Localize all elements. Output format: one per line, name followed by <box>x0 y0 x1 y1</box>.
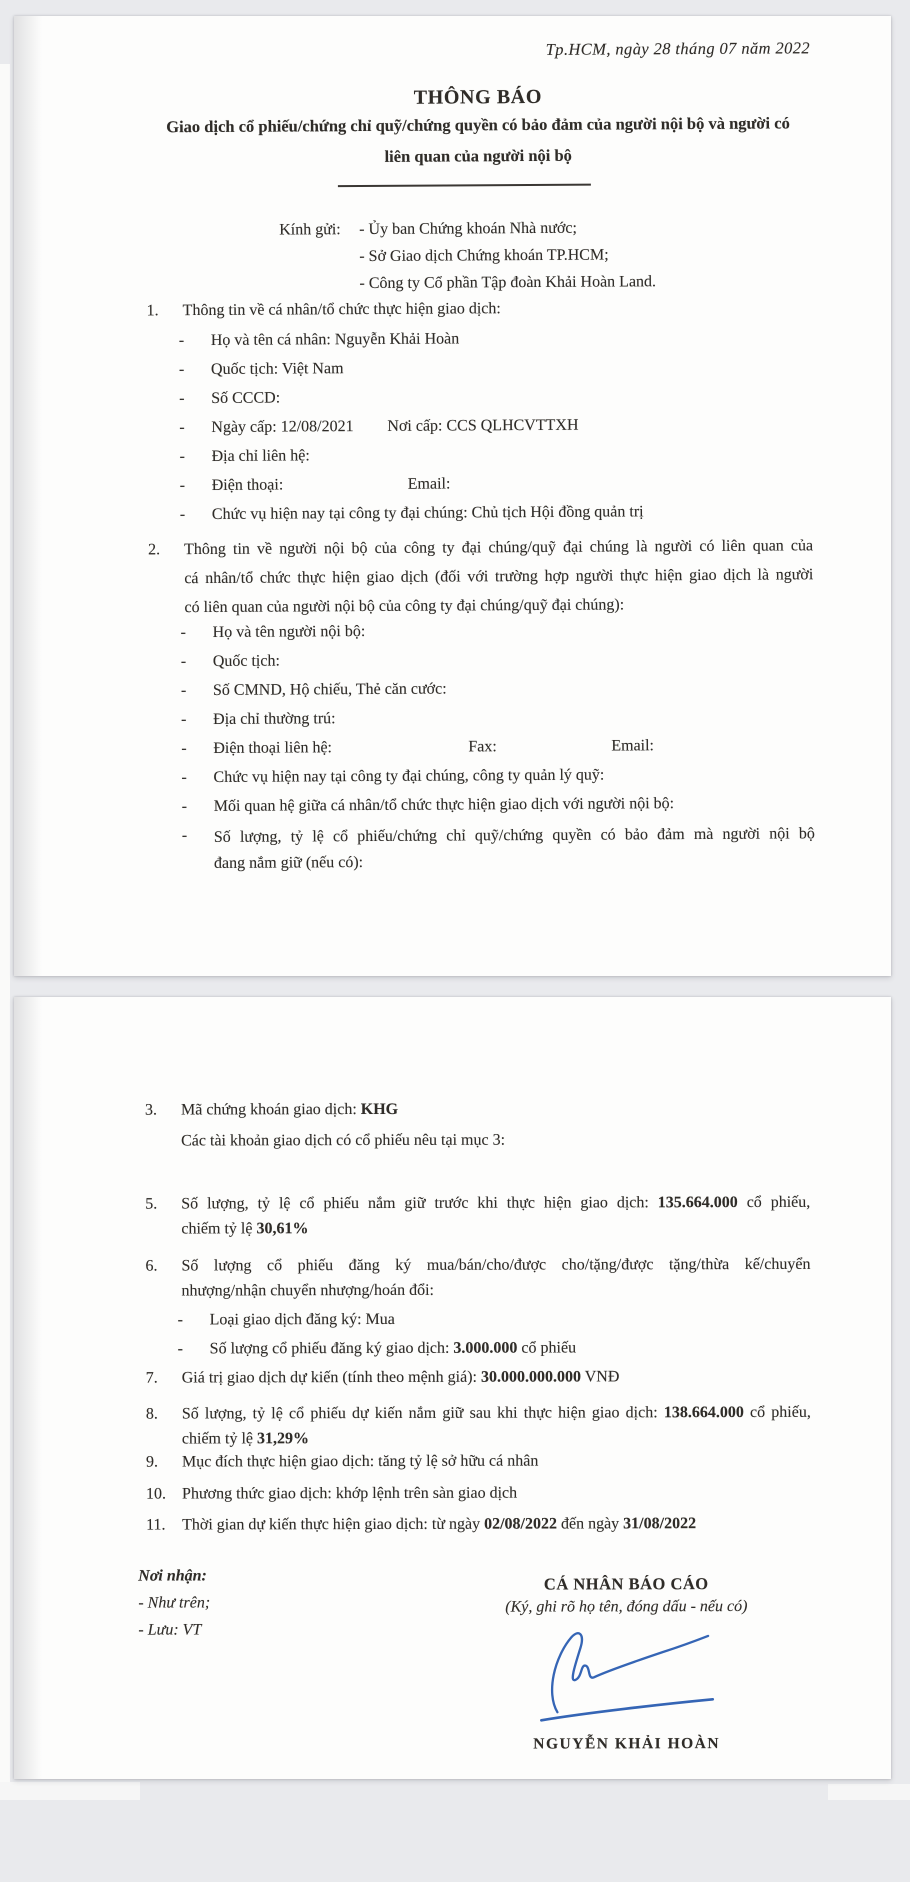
item-9 <box>146 1450 811 1474</box>
field-id-number: Số CCCD: <box>211 389 281 407</box>
field-holding-before <box>181 1188 810 1241</box>
field-phone-email <box>212 471 813 497</box>
noi-nhan-line: - Lưu: VT <box>138 1621 202 1639</box>
dash-bullet: - <box>181 711 187 729</box>
field-insider-phone: Điện thoại liên hệ: <box>213 739 333 757</box>
kinh-gui-label: Kính gửi: <box>279 221 341 239</box>
item-number: 3. <box>145 1101 158 1119</box>
field-email: Email: <box>407 475 451 493</box>
field-nationality: Quốc tịch: Việt Nam <box>210 360 344 378</box>
field-full-name: Họ và tên cá nhân: Nguyễn Khải Hoàn <box>210 330 460 349</box>
item-number: 5. <box>145 1195 158 1213</box>
sub-item <box>180 500 813 526</box>
item-1 <box>147 296 812 322</box>
sub-item <box>179 355 812 381</box>
dash-bullet: - <box>180 624 187 642</box>
field-insider-email: Email: <box>611 737 655 755</box>
subtitle-line: Giao dịch cổ phiếu/chứng chỉ quỹ/chứng quyền có bảo đảm của người nội bộ và người có <box>166 113 790 137</box>
subtitle-line: liên quan của người nội bộ <box>384 145 572 166</box>
document-date: Tp.HCM, ngày 28 tháng 07 năm 2022 <box>545 38 811 59</box>
field-insider-contacts <box>213 734 814 760</box>
item-1-sublist <box>147 326 813 526</box>
item-2 <box>148 531 814 622</box>
item-7 <box>146 1366 811 1390</box>
signature-header: CÁ NHÂN BÁO CÁO <box>543 1574 709 1594</box>
sub-item <box>179 413 812 439</box>
recipient-line: - Ủy ban Chứng khoán Nhà nước; <box>359 219 577 239</box>
dash-bullet: - <box>179 390 185 408</box>
dash-bullet: - <box>180 682 187 700</box>
recipients-block <box>146 213 811 298</box>
dash-bullet: - <box>177 1311 183 1329</box>
sub-item <box>180 471 813 497</box>
dash-bullet: - <box>179 506 186 524</box>
document-page-2 <box>14 997 891 1779</box>
sub-item <box>179 326 812 352</box>
underlying-page-edge <box>0 64 10 1800</box>
dash-bullet: - <box>179 419 185 437</box>
recipients-footer-block <box>138 1565 210 1646</box>
field-method: Phương thức giao dịch: khớp lệnh trên sàn giao dịch <box>182 1484 518 1503</box>
item-number: 10. <box>146 1485 167 1503</box>
item-10 <box>146 1482 811 1506</box>
sub-item <box>182 792 815 818</box>
field-contact-address: Địa chỉ liên hệ: <box>211 447 310 465</box>
item-2-sublist <box>149 618 816 877</box>
field-ticker: Mã chứng khoán giao dịch: KHG <box>181 1100 399 1119</box>
paragraph-line: Số lượng, tỷ lệ cổ phiếu dự kiến nắm giữ sau khi thực hiện giao dịch: 138.664.000 cổ phiếu, <box>181 1403 811 1423</box>
sub-item <box>181 763 814 789</box>
item-number: 9. <box>145 1453 158 1471</box>
item-11 <box>146 1513 811 1537</box>
field-insider-holding <box>214 821 815 877</box>
signature-note: (Ký, ghi rõ họ tên, đóng dấu - nếu có) <box>505 1598 748 1616</box>
field-relationship: Mối quan hệ giữa cá nhân/tổ chức thực hiện giao dịch với người nội bộ: <box>213 795 675 815</box>
item-heading: Thông tin về cá nhân/tổ chức thực hiện giao dịch: <box>182 300 501 320</box>
item-paragraph <box>184 531 814 622</box>
field-insider-name: Họ và tên người nội bộ: <box>212 623 366 641</box>
field-phone: Điện thoại: <box>211 476 284 494</box>
item-number: 2. <box>148 541 161 559</box>
field-registered-transaction <box>181 1250 810 1303</box>
field-issue-place: Nơi cấp: CCS QLHCVTTXH <box>387 416 579 435</box>
field-insider-id: Số CMND, Hộ chiếu, Thẻ căn cước: <box>212 680 447 699</box>
sub-item <box>181 618 814 644</box>
signer-name: NGUYỄN KHẢI HOÀN <box>533 1735 721 1753</box>
paragraph-line: chiếm tỷ lệ 31,29% <box>181 1430 310 1448</box>
item-3 <box>145 1098 810 1122</box>
signature-block <box>466 1572 786 1755</box>
recipient-line: - Sở Giao dịch Chứng khoán TP.HCM; <box>359 246 609 266</box>
sub-item <box>178 1308 811 1332</box>
divider-rule <box>338 184 591 188</box>
paragraph-line: Số lượng, tỷ lệ cổ phiếu/chứng chỉ quỹ/chứng quyền có bảo đảm mà người nội bộ <box>213 825 815 846</box>
document-title: THÔNG BÁO <box>413 85 543 109</box>
dash-bullet: - <box>177 1340 184 1358</box>
field-expected-value: Giá trị giao dịch dự kiến (tính theo mệnh giá): 30.000.000.000 VNĐ <box>181 1368 620 1387</box>
paragraph-line: Số lượng, tỷ lệ cổ phiếu nắm giữ trước khi thực hiện giao dịch: 135.664.000 cổ phiếu, <box>181 1193 811 1213</box>
sub-item <box>181 647 814 673</box>
item-3-note: Các tài khoản giao dịch có cổ phiếu nêu tại mục 3: <box>181 1131 506 1150</box>
dash-bullet: - <box>179 477 186 495</box>
paragraph-line: đang nắm giữ (nếu có): <box>213 854 364 872</box>
dash-bullet: - <box>181 769 187 787</box>
field-timeframe: Thời gian dự kiến thực hiện giao dịch: từ ngày 02/08/2022 đến ngày 31/08/2022 <box>182 1515 697 1534</box>
field-insider-address: Địa chỉ thường trú: <box>213 710 336 728</box>
document-subtitle <box>145 107 810 173</box>
item-8 <box>146 1398 811 1451</box>
item-5 <box>145 1188 810 1241</box>
document-footer <box>138 1560 812 1780</box>
item-6 <box>145 1250 810 1303</box>
paragraph-line: có liên quan của người nội bộ của công ty đại chúng/quỹ đại chúng): <box>184 596 625 617</box>
field-purpose: Mục đích thực hiện giao dịch: tăng tỷ lệ sở hữu cá nhân <box>181 1452 539 1471</box>
recipients-list <box>359 213 811 297</box>
dash-bullet: - <box>181 798 188 816</box>
sub-item <box>182 821 815 877</box>
dash-bullet: - <box>181 740 187 758</box>
field-holding-after <box>182 1398 811 1451</box>
field-position: Chức vụ hiện nay tại công ty đại chúng: Chủ tịch Hội đồng quản trị <box>211 503 644 523</box>
paragraph-line: Số lượng cổ phiếu đăng ký mua/bán/cho/được cho/tặng/được tặng/thừa kế/chuyển <box>181 1255 811 1275</box>
item-number: 11. <box>146 1516 166 1534</box>
document-page-1 <box>14 16 891 976</box>
field-transaction-type: Loại giao dịch đăng ký: Mua <box>209 1310 395 1329</box>
handwritten-signature <box>520 1626 732 1727</box>
sub-item <box>181 734 814 760</box>
item-number: 1. <box>146 302 159 320</box>
sub-item <box>181 676 814 702</box>
field-insider-position: Chức vụ hiện nay tại công ty đại chúng, công ty quản lý quỹ: <box>213 766 605 786</box>
sub-item <box>178 1337 811 1361</box>
field-insider-fax: Fax: <box>468 738 497 756</box>
dash-bullet: - <box>178 332 185 350</box>
recipient-line: - Công ty Cổ phần Tập đoàn Khải Hoàn Land. <box>359 273 657 293</box>
noi-nhan-label: Nơi nhận: <box>138 1567 207 1585</box>
paragraph-line: nhượng/nhận chuyển nhượng/hoán đổi: <box>181 1281 434 1300</box>
field-insider-nationality: Quốc tịch: <box>212 652 280 670</box>
item-number: 7. <box>145 1369 158 1387</box>
dash-bullet: - <box>179 448 185 466</box>
item-number: 6. <box>145 1257 158 1275</box>
field-issue-date: Ngày cấp: 12/08/2021 <box>211 418 354 436</box>
dash-bullet: - <box>178 361 185 379</box>
item-number: 8. <box>145 1405 158 1423</box>
signature-svg <box>520 1626 732 1727</box>
paragraph-line: chiếm tỷ lệ 30,61% <box>181 1220 309 1238</box>
field-issue <box>211 413 812 439</box>
dash-bullet: - <box>180 653 187 671</box>
paragraph-line: Thông tin về người nội bộ của công ty đại chúng/quỹ đại chúng là người có liên quan của <box>184 537 814 559</box>
sub-item <box>179 442 812 468</box>
sub-item <box>179 384 812 410</box>
paragraph-line: cá nhân/tổ chức thực hiện giao dịch (đối với trường hợp người thực hiện giao dịch là người <box>184 566 814 588</box>
field-registered-quantity: Số lượng cổ phiếu đăng ký giao dịch: 3.000.000 cổ phiếu <box>209 1339 577 1358</box>
noi-nhan-line: - Như trên; <box>138 1594 211 1612</box>
dash-bullet: - <box>181 827 188 845</box>
sub-item <box>181 705 814 731</box>
